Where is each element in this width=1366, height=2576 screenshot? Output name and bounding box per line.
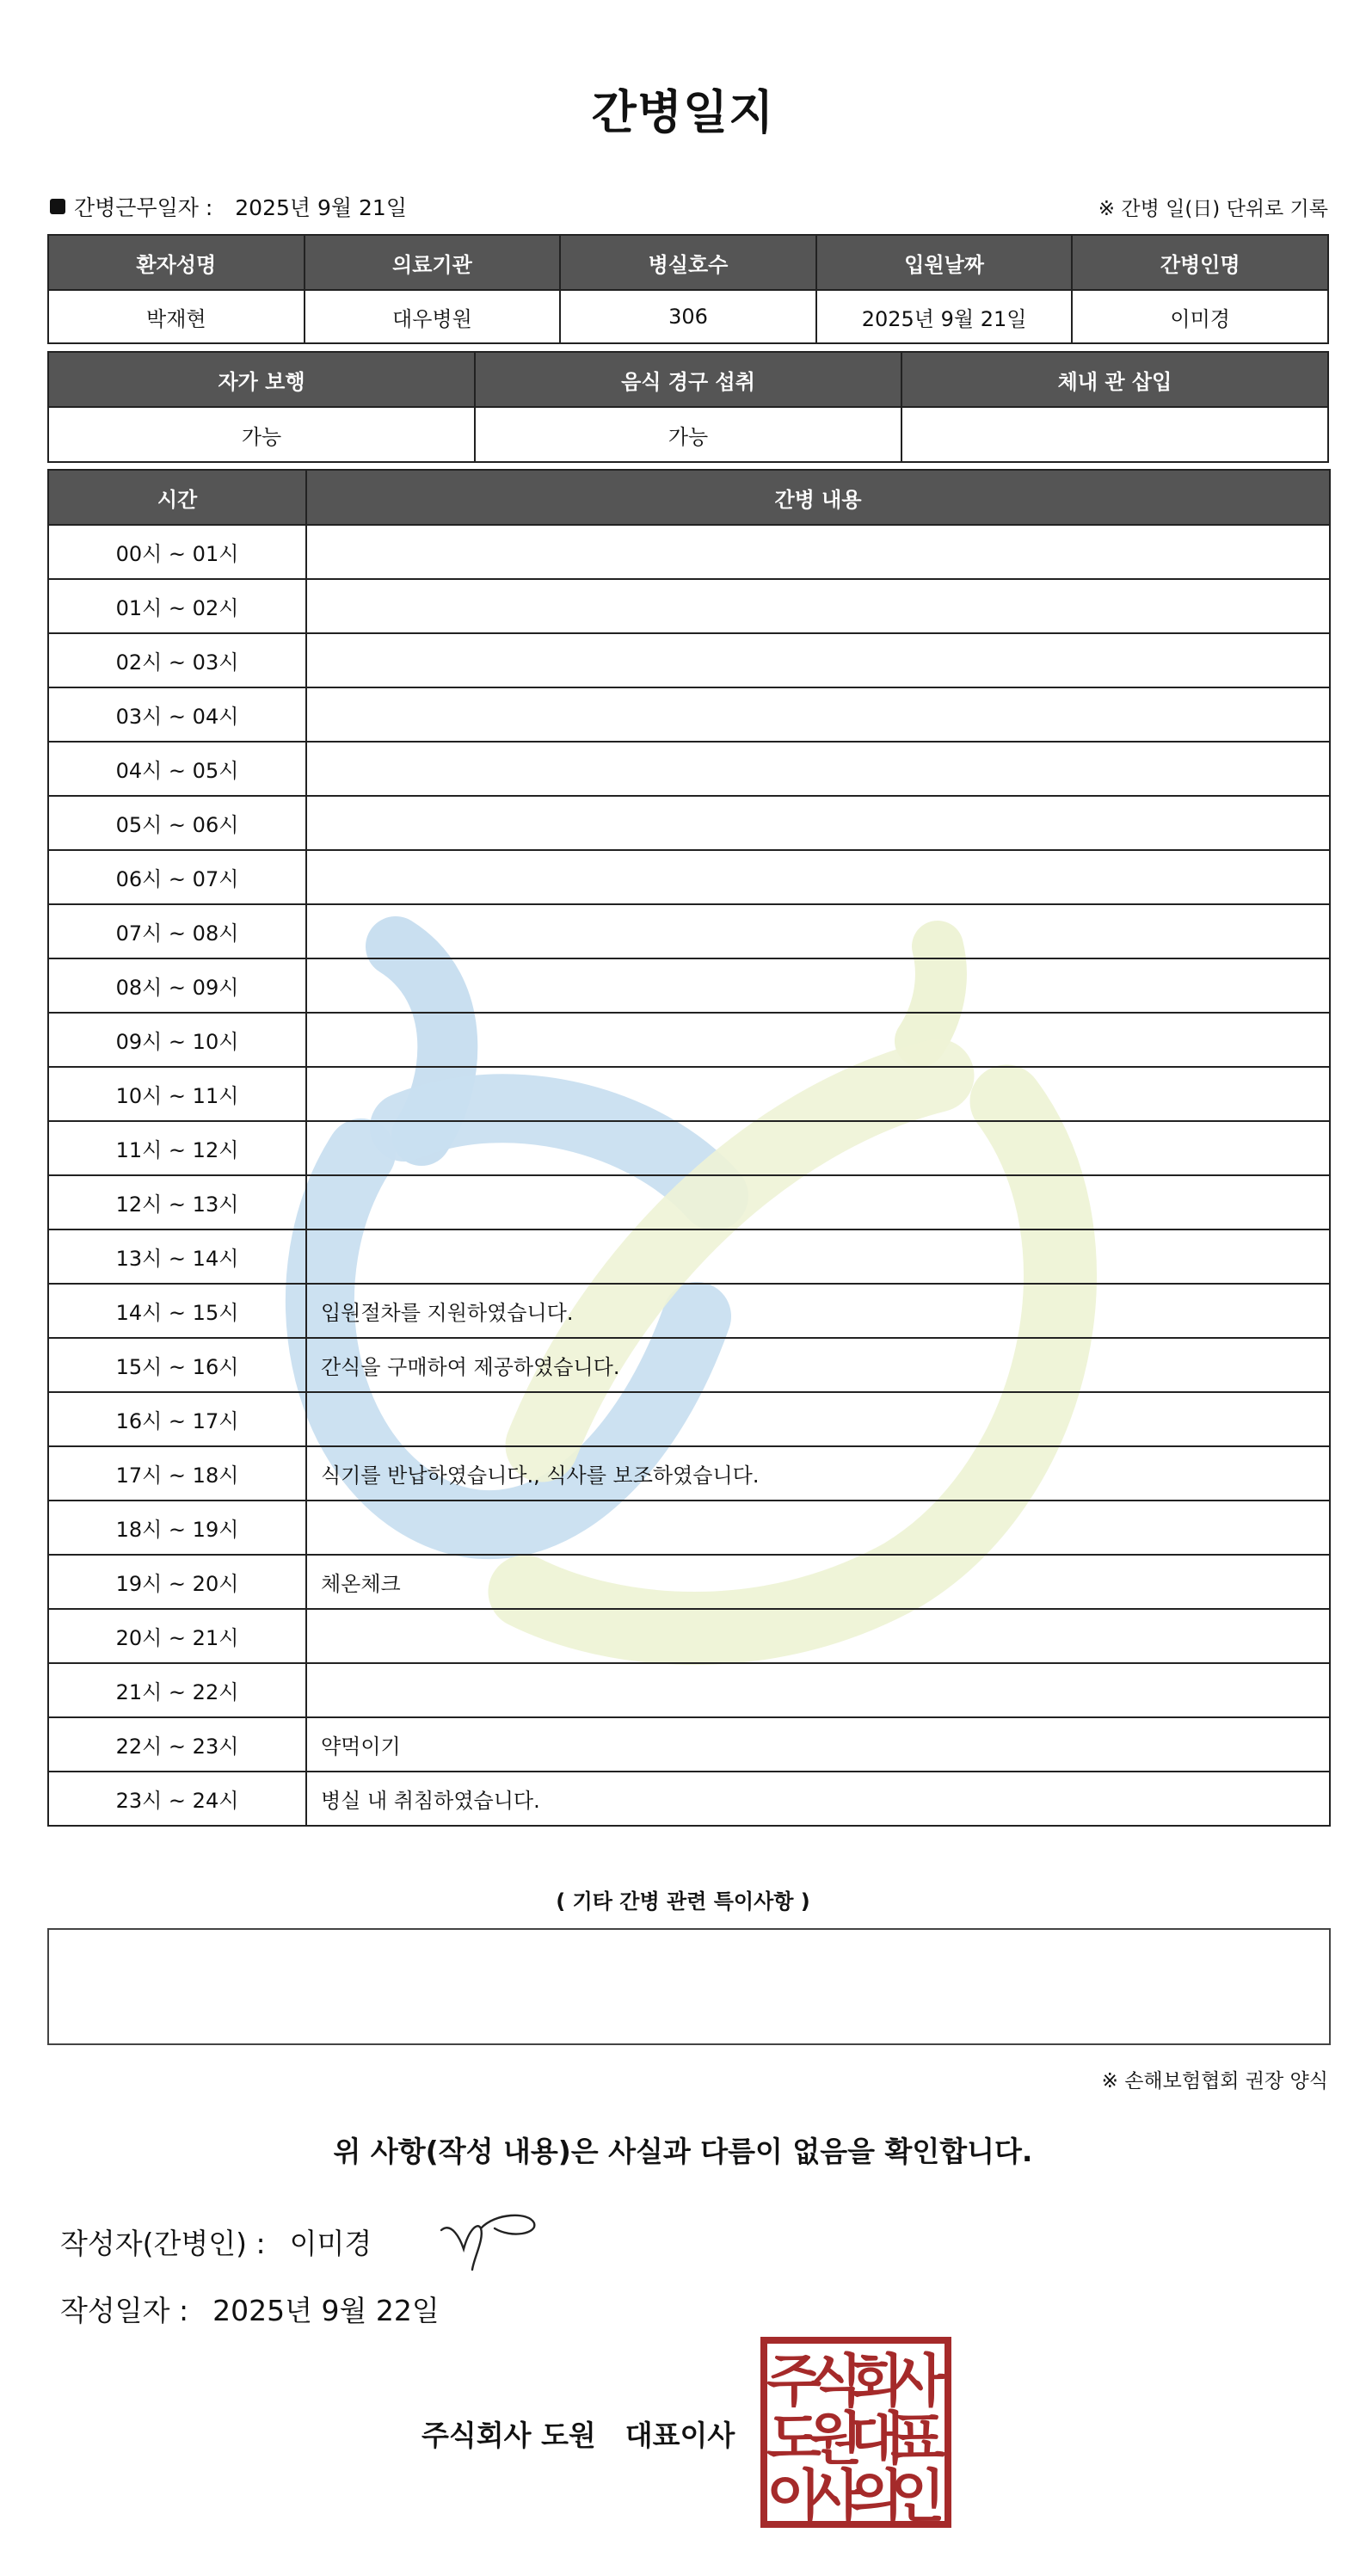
log-row bbox=[48, 525, 1330, 579]
write-date-value: 2025년 9월 22일 bbox=[212, 2294, 440, 2327]
page-title: 간병일지 bbox=[591, 85, 775, 139]
log-content bbox=[306, 904, 1330, 958]
log-content bbox=[306, 1609, 1330, 1663]
write-date-row bbox=[60, 2289, 440, 2329]
log-time: 09시 ~ 10시 bbox=[48, 1013, 306, 1067]
log-row bbox=[48, 1717, 1330, 1772]
patient-ability-table bbox=[47, 351, 1329, 463]
header-hospital: 의료기관 bbox=[305, 235, 561, 290]
company-name: 주식회사 도원 bbox=[421, 2419, 596, 2452]
log-row bbox=[48, 742, 1330, 796]
header-self-walking: 자가 보행 bbox=[48, 352, 475, 407]
svg-text:의: 의 bbox=[849, 2463, 904, 2530]
log-row bbox=[48, 1175, 1330, 1229]
patient-info-table bbox=[47, 234, 1329, 344]
tube-insertion-value bbox=[901, 407, 1328, 462]
log-row bbox=[48, 1338, 1330, 1392]
log-row bbox=[48, 1284, 1330, 1338]
log-time: 17시 ~ 18시 bbox=[48, 1446, 306, 1501]
ability-value-row bbox=[48, 407, 1328, 462]
svg-text:주: 주 bbox=[766, 2348, 821, 2414]
log-time: 22시 ~ 23시 bbox=[48, 1717, 306, 1772]
square-bullet-icon bbox=[50, 199, 65, 214]
company-seal-stamp-icon bbox=[757, 2333, 955, 2531]
log-content bbox=[306, 633, 1330, 687]
log-row bbox=[48, 1121, 1330, 1175]
header-room-number: 병실호수 bbox=[560, 235, 816, 290]
svg-text:식: 식 bbox=[808, 2348, 863, 2414]
log-content bbox=[306, 1175, 1330, 1229]
log-content: 체온체크 bbox=[306, 1555, 1330, 1609]
log-time: 12시 ~ 13시 bbox=[48, 1175, 306, 1229]
log-row bbox=[48, 1013, 1330, 1067]
special-notes-title: ( 기타 간병 관련 특이사항 ) bbox=[556, 1889, 810, 1914]
work-date-label: 간병근무일자 : bbox=[74, 195, 213, 220]
log-time: 06시 ~ 07시 bbox=[48, 850, 306, 904]
log-content: 간식을 구매하여 제공하였습니다. bbox=[306, 1338, 1330, 1392]
log-row bbox=[48, 1501, 1330, 1555]
log-time: 02시 ~ 03시 bbox=[48, 633, 306, 687]
hourly-care-log-table bbox=[47, 469, 1331, 1827]
log-content: 병실 내 취침하였습니다. bbox=[306, 1772, 1330, 1826]
log-content bbox=[306, 958, 1330, 1013]
svg-text:인: 인 bbox=[890, 2463, 945, 2530]
header-tube-insertion: 체내 관 삽입 bbox=[901, 352, 1328, 407]
log-content bbox=[306, 1501, 1330, 1555]
write-date-label: 작성일자 : bbox=[60, 2294, 189, 2327]
patient-info-header-row bbox=[48, 235, 1328, 290]
insurance-association-note: ※ 손해보험협회 권장 양식 bbox=[1101, 2070, 1328, 2092]
log-content: 약먹이기 bbox=[306, 1717, 1330, 1772]
log-content bbox=[306, 1663, 1330, 1717]
work-date-value: 2025년 9월 21일 bbox=[235, 195, 407, 220]
confirmation-statement: 위 사항(작성 내용)은 사실과 다름이 없음을 확인합니다. bbox=[333, 2135, 1033, 2168]
log-content: 입원절차를 지원하였습니다. bbox=[306, 1284, 1330, 1338]
log-row bbox=[48, 1609, 1330, 1663]
company-row bbox=[421, 2413, 735, 2454]
log-time: 03시 ~ 04시 bbox=[48, 687, 306, 742]
signature-icon bbox=[434, 2204, 546, 2273]
log-content bbox=[306, 1392, 1330, 1446]
log-row bbox=[48, 579, 1330, 633]
svg-text:사: 사 bbox=[808, 2463, 863, 2530]
ability-header-row bbox=[48, 352, 1328, 407]
log-row bbox=[48, 1663, 1330, 1717]
header-care-content: 간병 내용 bbox=[306, 470, 1330, 525]
self-walking-value: 가능 bbox=[48, 407, 475, 462]
writer-name: 이미경 bbox=[289, 2227, 372, 2260]
log-header-row bbox=[48, 470, 1330, 525]
admission-date: 2025년 9월 21일 bbox=[816, 290, 1073, 343]
log-time: 07시 ~ 08시 bbox=[48, 904, 306, 958]
writer-row bbox=[60, 2222, 372, 2262]
header-time: 시간 bbox=[48, 470, 306, 525]
log-time: 05시 ~ 06시 bbox=[48, 796, 306, 850]
special-notes-box bbox=[47, 1928, 1331, 2045]
log-time: 04시 ~ 05시 bbox=[48, 742, 306, 796]
log-row bbox=[48, 1446, 1330, 1501]
log-row bbox=[48, 1772, 1330, 1826]
log-content bbox=[306, 1067, 1330, 1121]
ceo-title: 대표이사 bbox=[625, 2419, 735, 2452]
log-row bbox=[48, 1067, 1330, 1121]
header-oral-intake: 음식 경구 섭취 bbox=[475, 352, 901, 407]
svg-text:대: 대 bbox=[849, 2406, 904, 2472]
log-content bbox=[306, 687, 1330, 742]
log-time: 11시 ~ 12시 bbox=[48, 1121, 306, 1175]
room-number: 306 bbox=[560, 290, 816, 343]
log-row bbox=[48, 633, 1330, 687]
log-time: 14시 ~ 15시 bbox=[48, 1284, 306, 1338]
patient-info-value-row bbox=[48, 290, 1328, 343]
svg-text:사: 사 bbox=[890, 2348, 945, 2414]
caregiver-name: 이미경 bbox=[1072, 290, 1328, 343]
svg-text:회: 회 bbox=[849, 2348, 904, 2414]
header-caregiver-name: 간병인명 bbox=[1072, 235, 1328, 290]
svg-text:이: 이 bbox=[766, 2463, 821, 2530]
svg-text:도: 도 bbox=[766, 2406, 821, 2472]
svg-text:원: 원 bbox=[808, 2406, 863, 2472]
header-admission-date: 입원날짜 bbox=[816, 235, 1073, 290]
log-row bbox=[48, 904, 1330, 958]
log-time: 15시 ~ 16시 bbox=[48, 1338, 306, 1392]
log-row bbox=[48, 958, 1330, 1013]
log-row bbox=[48, 1229, 1330, 1284]
log-content bbox=[306, 850, 1330, 904]
writer-label: 작성자(간병인) : bbox=[60, 2227, 266, 2260]
log-time: 20시 ~ 21시 bbox=[48, 1609, 306, 1663]
log-time: 21시 ~ 22시 bbox=[48, 1663, 306, 1717]
daily-record-note: ※ 간병 일(日) 단위로 기록 bbox=[1098, 198, 1328, 220]
log-time: 19시 ~ 20시 bbox=[48, 1555, 306, 1609]
log-content bbox=[306, 525, 1330, 579]
log-time: 16시 ~ 17시 bbox=[48, 1392, 306, 1446]
log-content bbox=[306, 742, 1330, 796]
log-time: 08시 ~ 09시 bbox=[48, 958, 306, 1013]
hospital-name: 대우병원 bbox=[305, 290, 561, 343]
log-time: 01시 ~ 02시 bbox=[48, 579, 306, 633]
patient-name: 박재현 bbox=[48, 290, 305, 343]
log-row bbox=[48, 1392, 1330, 1446]
log-content: 식기를 반납하였습니다., 식사를 보조하였습니다. bbox=[306, 1446, 1330, 1501]
log-content bbox=[306, 1229, 1330, 1284]
log-content bbox=[306, 796, 1330, 850]
log-time: 00시 ~ 01시 bbox=[48, 525, 306, 579]
log-time: 13시 ~ 14시 bbox=[48, 1229, 306, 1284]
log-time: 18시 ~ 19시 bbox=[48, 1501, 306, 1555]
log-row bbox=[48, 796, 1330, 850]
work-date-row bbox=[50, 191, 407, 222]
log-row bbox=[48, 1555, 1330, 1609]
oral-intake-value: 가능 bbox=[475, 407, 901, 462]
log-time: 23시 ~ 24시 bbox=[48, 1772, 306, 1826]
log-row bbox=[48, 687, 1330, 742]
svg-text:표: 표 bbox=[890, 2406, 945, 2472]
log-content bbox=[306, 579, 1330, 633]
log-row bbox=[48, 850, 1330, 904]
log-content bbox=[306, 1121, 1330, 1175]
log-time: 10시 ~ 11시 bbox=[48, 1067, 306, 1121]
log-content bbox=[306, 1013, 1330, 1067]
header-patient-name: 환자성명 bbox=[48, 235, 305, 290]
